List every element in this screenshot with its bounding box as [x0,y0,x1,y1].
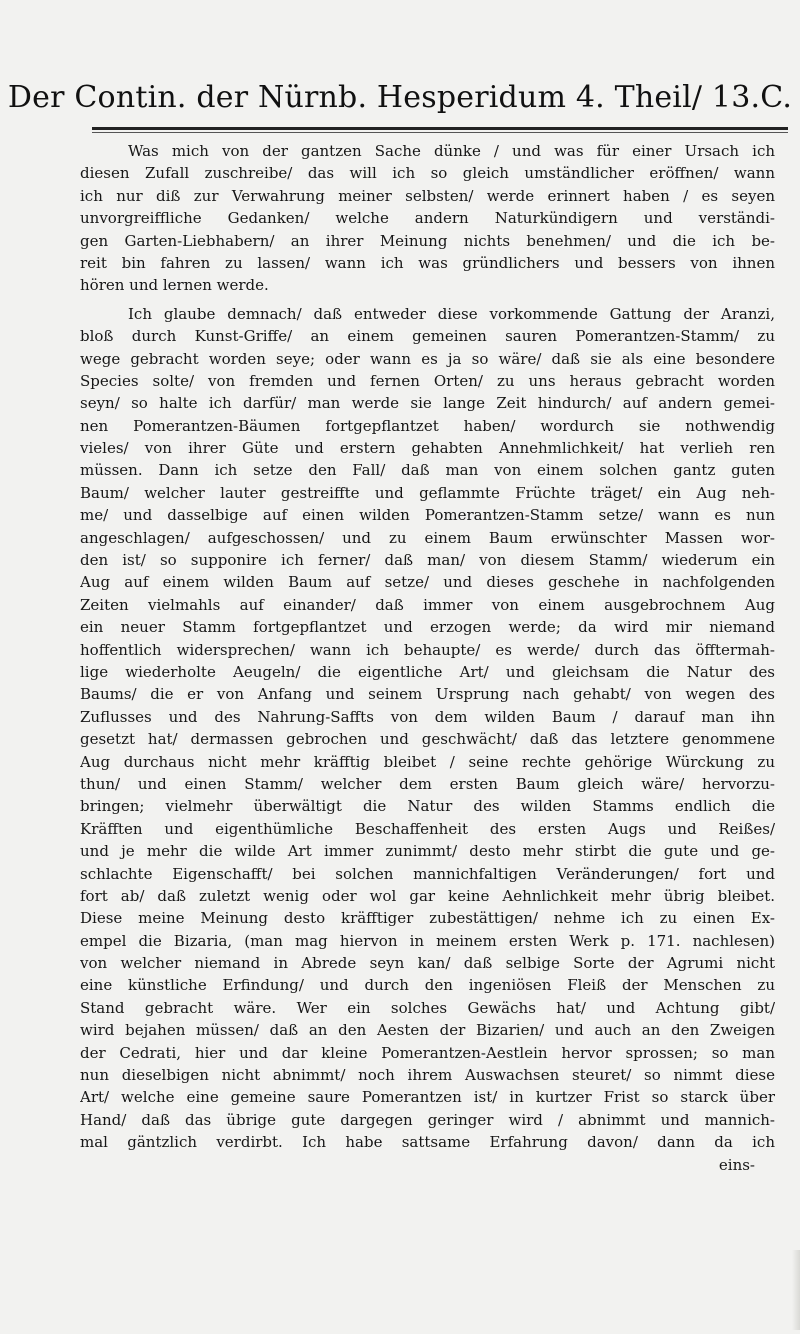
text-line: Baums/ die er von Anfang und seinem Ursprung nach gehabt/ von wegen des [80,685,775,704]
text-line: Ich glaube demnach/ daß entweder diese vorkommende Gattung der Aranzi, [128,304,775,323]
text-line: reit bin fahren zu lassen/ wann ich was gründlichers und bessers von ihnen [80,253,775,272]
text-line: der Cedrati, hier und dar kleine Pomerantzen-Aestlein hervor sprossen; so man [80,1043,775,1062]
text-line: ein neuer Stamm fortgepflantzet und erzogen werde; da wird mir niemand [80,618,775,637]
text-line: fort ab/ daß zuletzt wenig oder wol gar keine Aehnlichkeit mehr übrig bleibet. [80,886,775,905]
text-line: Zuflusses und des Nahrung-Saffts von dem wilden Baum / darauf man ihn [80,707,775,726]
text-line: Baum/ welcher lauter gestreiffte und geflammte Früchte träget/ ein Aug neh- [80,483,775,502]
text-line: thun/ und einen Stamm/ welcher dem ersten Baum gleich wäre/ hervorzu- [80,774,775,793]
text-line: angeschlagen/ aufgeschossen/ und zu einem Baum erwünschter Massen wor- [80,528,775,547]
paragraph-2 [80,303,775,1176]
text-line: Hand/ daß das übrige gute dargegen geringer wird / abnimmt und mannich- [80,1110,775,1129]
text-line: gesetzt hat/ dermassen gebrochen und geschwächt/ daß das letztere genommene [80,730,775,749]
text-line: bringen; vielmehr überwältigt die Natur des wilden Stamms endlich die [80,797,775,816]
text-line: ich nur diß zur Verwahrung meiner selbsten/ werde erinnert haben / es seyen [80,186,775,205]
text-line: und je mehr die wilde Art immer zunimmt/ desto mehr stirbt die gute und ge- [80,842,775,861]
text-line: hoffentlich widersprechen/ wann ich behaupte/ es werde/ durch das öfftermah- [80,640,775,659]
text-line: bloß durch Kunst-Griffe/ an einem gemeinen sauren Pomerantzen-Stamm/ zu [80,327,775,346]
text-line: Aug durchaus nicht mehr kräfftig bleibet / seine rechte gehörige Würckung zu [80,752,775,771]
text-line: Species solte/ von fremden und fernen Orten/ zu uns heraus gebracht worden [80,371,775,390]
text-line: seyn/ so halte ich darfür/ man werde sie lange Zeit hindurch/ auf andern gemei- [80,394,775,413]
header-rule-thin [92,132,788,133]
text-line: Was mich von der gantzen Sache dünke / und was für einer Ursach ich [128,142,775,160]
text-line: nun dieselbigen nicht abnimmt/ noch ihrem Auswachsen steuret/ so nimmt diese [80,1066,775,1085]
text-line: wird bejahen müssen/ daß an den Aesten der Bizarien/ und auch an den Zweigen [80,1021,775,1040]
text-line: den ist/ so supponire ich ferner/ daß man/ von diesem Stamm/ wiederum ein [80,551,775,570]
text-line: Stand gebracht wäre. Wer ein solches Gewächs hat/ und Achtung gibt/ [80,998,775,1017]
body-text [80,140,775,1176]
text-line: Aug auf einem wilden Baum auf setze/ und dieses geschehe in nachfolgenden [80,573,775,592]
catchword: eins- [718,1155,755,1174]
text-line: nen Pomerantzen-Bäumen fortgepflantzet haben/ wordurch sie nothwendig [80,416,775,435]
header-rule [92,127,788,130]
text-line: me/ und dasselbige auf einen wilden Pomerantzen-Stamm setze/ wann es nun [80,506,775,525]
text-line: hören und lernen werde. [80,276,269,295]
paragraph-1 [80,140,775,297]
running-head: Der Contin. der Nürnb. Hesperidum 4. Theil/ 13.C. [7,80,793,115]
text-line: müssen. Dann ich setze den Fall/ daß man von einem solchen gantz guten [80,461,775,480]
text-line: unvorgreiffliche Gedanken/ welche andern Naturkündigern und verständi- [80,209,775,228]
text-line: eine künstliche Erfindung/ und durch den ingeniösen Fleiß der Menschen zu [80,976,775,995]
text-line: von welcher niemand in Abrede seyn kan/ daß selbige Sorte der Agrumi nicht [80,954,775,973]
text-line: lige wiederholte Aeugeln/ die eigentliche Art/ und gleichsam die Natur des [80,662,775,681]
text-line: empel die Bizaria, (man mag hiervon in meinem ersten Werk p. 171. nachlesen) [80,931,775,950]
text-line: mal gäntzlich verdirbt. Ich habe sattsame Erfahrung davon/ dann da ich [80,1133,775,1152]
page-edge-shadow [792,1250,800,1330]
text-line: wege gebracht worden seye; oder wann es ja so wäre/ daß sie als eine besondere [80,349,775,368]
text-line: Zeiten vielmahls auf einander/ daß immer von einem ausgebrochnem Aug [80,595,775,614]
text-line: Art/ welche eine gemeine saure Pomerantzen ist/ in kurtzer Frist so starck über [80,1088,775,1107]
text-line: Kräfften und eigenthümliche Beschaffenheit des ersten Augs und Reißes/ [80,819,775,838]
text-line: vieles/ von ihrer Güte und erstern gehabten Annehmlichkeit/ hat verlieh ren [80,439,775,458]
text-line: schlachte Eigenschafft/ bei solchen mannichfaltigen Veränderungen/ fort und [80,864,775,883]
text-line: gen Garten-Liebhabern/ an ihrer Meinung nichts benehmen/ und die ich be- [80,231,775,250]
text-line: Diese meine Meinung desto kräfftiger zubestättigen/ nehme ich zu einen Ex- [80,909,775,928]
text-line: diesen Zufall zuschreibe/ das will ich so gleich umständlicher eröffnen/ wann [80,164,775,183]
